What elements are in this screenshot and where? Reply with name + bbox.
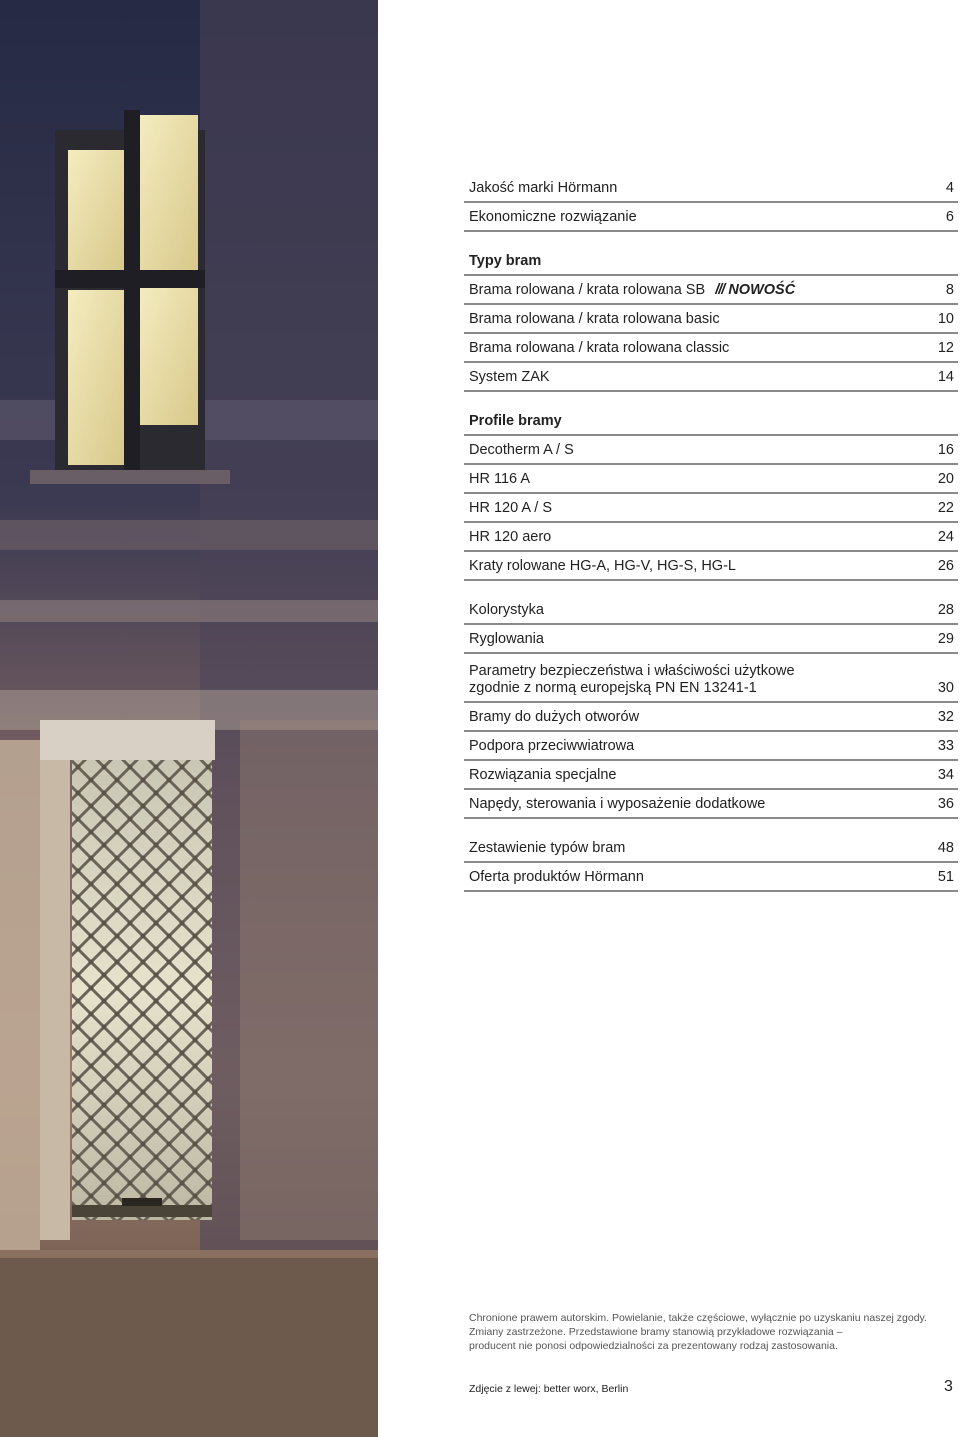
toc-row[interactable]	[464, 523, 958, 552]
toc-heading-typy-bram: Typy bram	[464, 247, 958, 276]
toc-row-label: Parametry bezpieczeństwa i właściwości użytkowe zgodnie z normą europejską PN EN 13241-1	[469, 663, 795, 696]
toc-row-page: 20	[937, 471, 954, 487]
toc-row-page: 8	[945, 282, 954, 298]
toc-row-params[interactable]	[464, 654, 958, 703]
toc-row-page: 22	[937, 500, 954, 516]
toc-row-page: 28	[937, 602, 954, 618]
toc-row[interactable]	[464, 174, 958, 203]
toc-row-label: Bramy do dużych otworów	[469, 709, 640, 725]
toc-row[interactable]	[464, 834, 958, 863]
toc-group-extras-a	[464, 596, 958, 654]
toc-row-sb[interactable]	[464, 276, 958, 305]
toc-row[interactable]	[464, 596, 958, 625]
toc-row[interactable]	[464, 363, 958, 392]
toc-row-page: 14	[937, 369, 954, 385]
toc-row-label: System ZAK	[469, 369, 550, 385]
toc-row[interactable]	[464, 552, 958, 581]
toc-row-label: Oferta produktów Hörmann	[469, 869, 644, 885]
toc-row[interactable]	[464, 790, 958, 819]
toc-row-label: Jakość marki Hörmann	[469, 180, 618, 196]
toc-row[interactable]	[464, 305, 958, 334]
photo-caption: Zdjęcie z lewej: better worx, Berlin	[469, 1383, 629, 1395]
toc-row-page: 12	[937, 340, 954, 356]
facade-illustration	[0, 0, 378, 1437]
toc-group-general	[464, 174, 958, 232]
toc-row-page: 32	[937, 709, 954, 725]
toc-row-label: Brama rolowana / krata rolowana SB /// NOWOŚĆ	[469, 282, 796, 298]
copyright-notice: Chronione prawem autorskim. Powielanie, także częściowe, wyłącznie po uzyskaniu naszej zgody. Zmiany zastrzeżone. Przedstawione bramy stanowią przykładowe rozwiązania – producent nie ponosi odpowiedzialności za prezentowany rodzaj zastosowania.	[469, 1312, 927, 1352]
toc-row-page: 26	[937, 558, 954, 574]
toc-row-label: Kraty rolowane HG-A, HG-V, HG-S, HG-L	[469, 558, 736, 574]
toc-row-page: 16	[937, 442, 954, 458]
toc-row-label: Brama rolowana / krata rolowana classic	[469, 340, 730, 356]
toc-row-page: 10	[937, 311, 954, 327]
toc-row-label: Kolorystyka	[469, 602, 544, 618]
toc-row[interactable]	[464, 761, 958, 790]
toc-row-label: Ekonomiczne rozwiązanie	[469, 209, 637, 225]
toc-row[interactable]	[464, 436, 958, 465]
toc-row-label: HR 116 A	[469, 471, 530, 487]
toc-row[interactable]	[464, 703, 958, 732]
toc-row-page: 33	[937, 738, 954, 754]
toc-row-page: 29	[937, 631, 954, 647]
toc-row[interactable]	[464, 334, 958, 363]
toc-row[interactable]	[464, 494, 958, 523]
toc-row-page: 4	[945, 180, 954, 196]
toc-row-page: 30	[937, 680, 954, 696]
toc-row[interactable]	[464, 625, 958, 654]
toc-row-label: Podpora przeciwwiatrowa	[469, 738, 635, 754]
toc-row-label: HR 120 aero	[469, 529, 552, 545]
page-number: 3	[944, 1378, 953, 1395]
toc-heading-profile: Profile bramy	[464, 407, 958, 436]
toc-group-profile	[464, 436, 958, 581]
toc-group-extras-b	[464, 703, 958, 819]
facade-photo	[0, 0, 378, 1437]
toc-row-page: 51	[937, 869, 954, 885]
toc-row-page: 36	[937, 796, 954, 812]
toc-row-page: 48	[937, 840, 954, 856]
toc-row-page: 34	[937, 767, 954, 783]
toc-row-label: Rozwiązania specjalne	[469, 767, 617, 783]
toc-row-label: Brama rolowana / krata rolowana basic	[469, 311, 720, 327]
toc-row-label: Napędy, sterowania i wyposażenie dodatkowe	[469, 796, 766, 812]
toc-row-label: Ryglowania	[469, 631, 544, 647]
toc-row-page: 24	[937, 529, 954, 545]
toc-row-label: Decotherm A / S	[469, 442, 574, 458]
toc-row-label: Zestawienie typów bram	[469, 840, 626, 856]
toc-row[interactable]	[464, 465, 958, 494]
toc-group-overview	[464, 834, 958, 892]
table-of-contents	[464, 174, 958, 892]
new-badge: /// NOWOŚĆ	[715, 282, 796, 298]
toc-row-page: 6	[945, 209, 954, 225]
toc-row[interactable]	[464, 863, 958, 892]
toc-row-label: HR 120 A / S	[469, 500, 553, 516]
toc-row[interactable]	[464, 732, 958, 761]
toc-group-typy	[464, 305, 958, 392]
toc-row[interactable]	[464, 203, 958, 232]
